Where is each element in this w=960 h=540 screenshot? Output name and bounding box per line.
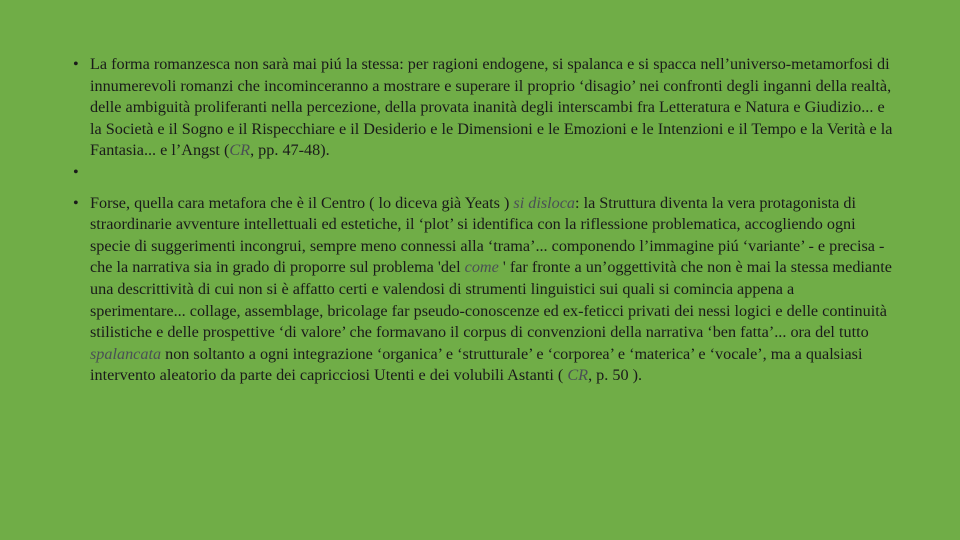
bullet-icon: • xyxy=(73,193,79,212)
paragraph-2-part-4: non soltanto a ogni integrazione ‘organica’ e ‘strutturale’ e ‘corporea’ e ‘materica’ e ‘vocale’, ma a qualsiasi intervento aleatorio da parte dei capricciosi Utenti e dei volubili Astanti ( xyxy=(90,344,863,385)
paragraph-2-part-1: Forse, quella cara metafora che è il Centro ( lo diceva già Yeats ) xyxy=(90,193,514,212)
bullet-item-3 xyxy=(73,193,893,387)
citation-cr: CR xyxy=(229,141,251,160)
bullet-icon: • xyxy=(73,55,79,73)
italic-come: come xyxy=(464,258,499,277)
citation-cr: CR xyxy=(567,366,589,385)
italic-spalancata: spalancata xyxy=(90,344,162,363)
bullet-item-2-empty xyxy=(73,162,893,184)
paragraph-2-part-2: : la Struttura diventa la vera protagonista di straordinarie avventure intellettuali ed estetiche, il ‘plot’ si identifica con la riflessione problematica, accogliendo ogni specie di suggerimenti incongrui, sempre meno connessi alla ‘trama’... componendo l’immagine piú ‘variante’ - e precisa - che la narrativa sia in grado di proporre sul problema 'del xyxy=(90,193,885,277)
bullet-list xyxy=(73,54,893,387)
paragraph-1-text: La forma romanzesca non sarà mai piú la stessa: per ragioni endogene, si spalanca e si spacca nell’universo-metamorfosi di innumerevoli romanzi che incominceranno a mostrare e superare il proprio ‘disagio’ nei confronti degli inganni della realtà, delle ambiguità proliferanti nella percezione, della provata inanità degli interscambi fra Letteratura e Natura e Giudizio... e la Società e il Sogno e il Rispecchiare e il Desiderio e le Dimensioni e le Emozioni e le Intenzioni e il Tempo e la Verità e la Fantasia... e l’Angst ( xyxy=(90,55,893,160)
italic-si-disloca: si disloca xyxy=(513,193,576,212)
paragraph-1-tail: , pp. 47-48). xyxy=(250,141,330,160)
paragraph-2-part-3: ' far fronte a un’oggettività che non è mai la stessa mediante una descrittività di cui non si è affatto certi e valendosi di strumenti linguistici sui quali si comincia appena a sperimentare... collage, assemblage, bricolage far pseudo-conoscenze ed ex-feticci privati dei nessi logici e delle continuità stilistiche e delle prospettive ‘di valore’ che formavano il corpus di convenzioni della narrativa ‘ben fatta’... ora del tutto xyxy=(90,258,892,342)
bullet-icon: • xyxy=(73,162,79,181)
paragraph-2-tail: , p. 50 ). xyxy=(588,366,643,385)
bullet-item-1 xyxy=(73,54,893,162)
